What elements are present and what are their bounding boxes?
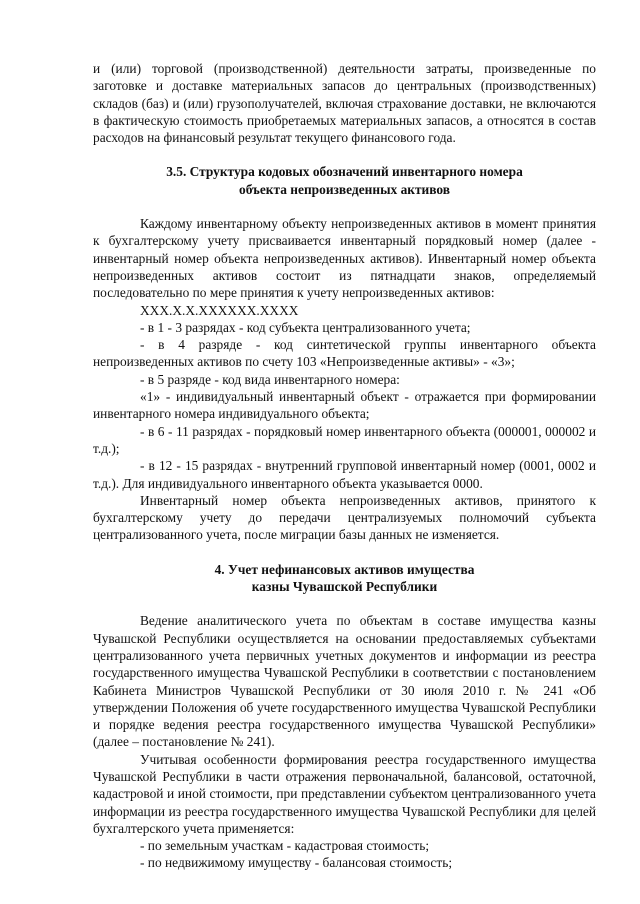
list-item: - в 4 разряде - код синтетической группы инвентарного объекта непроизведенных активов по счету 103 «Непроизведенные активы» - «3»; xyxy=(93,337,596,370)
list-item: - в 6 - 11 разрядах - порядковый номер инвентарного объекта (000001, 000002 и т.д.); xyxy=(93,423,596,456)
section-3-5-paragraph-1: Каждому инвентарному объекту непроизведенных активов в момент принятия к бухгалтерскому учету присваивается инвентарный порядковый номер (далее - инвентарный номер объекта непроизведенных активов). Инвентарный номер объекта непроизведенных активов состоит из пятнадцати знаков, определяемый последовательно по мере принятия к учету непроизведенных активов: xyxy=(93,216,596,301)
list-item: - в 5 разряде - код вида инвентарного номера: xyxy=(140,371,400,387)
section-4-title-line-2: казны Чувашской Республики xyxy=(251,579,438,595)
section-3-5-title-line-2: объекта непроизведенных активов xyxy=(239,181,450,197)
inventory-number-format: XXX.X.X.XXXXXX.XXXX xyxy=(140,302,299,318)
section-4-heading xyxy=(93,561,596,596)
list-item: «1» - индивидуальный инвентарный объект - отражается при формировании инвентарного номера индивидуального объекта; xyxy=(93,389,596,422)
section-4-title-line-1: 4. Учет нефинансовых активов имущества xyxy=(214,561,475,577)
section-4-paragraph-1: Ведение аналитического учета по объектам в составе имущества казны Чувашской Республики осуществляется на основании предоставляемых субъектами централизованного учета первичных учетных документов и информации из реестра государственного имущества Чувашской Республики в соответствии с постановлением Кабинета Министров Чувашской Республики от 30 июля 2010 г. № 241 «Об утверждении Положения об учете государственного имущества Чувашской Республики и порядке ведения реестра государственного имущества Чувашской Республики» (далее – постановление № 241). xyxy=(93,613,596,750)
section-3-5-heading xyxy=(93,163,596,198)
section-3-5-paragraph-2: Инвентарный номер объекта непроизведенных активов, принятого к бухгалтерскому учету до передачи централизуемых полномочий субъекта централизованного учета, после миграции базы данных не изменяется. xyxy=(93,492,596,543)
section-4-paragraph-2: Учитывая особенности формирования реестра государственного имущества Чувашской Республики в части отражения первоначальной, балансовой, остаточной, кадастровой и иной стоимости, при представлении субъектом централизованного учета информации из реестра государственного имущества Чувашской Республики для целей бухгалтерского учета применяется: xyxy=(93,751,596,836)
intro-paragraph: и (или) торговой (производственной) деятельности затраты, произведенные по заготовке и доставке материальных запасов до центральных (производственных) складов (баз) и (или) грузополучателей, включая страхование доставки, не включаются в фактическую стоимость приобретаемых материальных запасов, а относятся в состав расходов на финансовый результат текущего финансового года. xyxy=(93,61,596,146)
list-item: - в 12 - 15 разрядах - внутренний групповой инвентарный номер (0001, 0002 и т.д.). Для индивидуального инвентарного объекта указывается 0000. xyxy=(93,458,596,491)
list-item: - по недвижимому имуществу - балансовая стоимость; xyxy=(140,855,453,871)
document-page xyxy=(93,60,596,872)
list-item: - по земельным участкам - кадастровая стоимость; xyxy=(140,838,430,854)
section-3-5-title-line-1: 3.5. Структура кодовых обозначений инвентарного номера xyxy=(166,164,523,180)
list-item: - в 1 - 3 разрядах - код субъекта централизованного учета; xyxy=(140,319,471,335)
